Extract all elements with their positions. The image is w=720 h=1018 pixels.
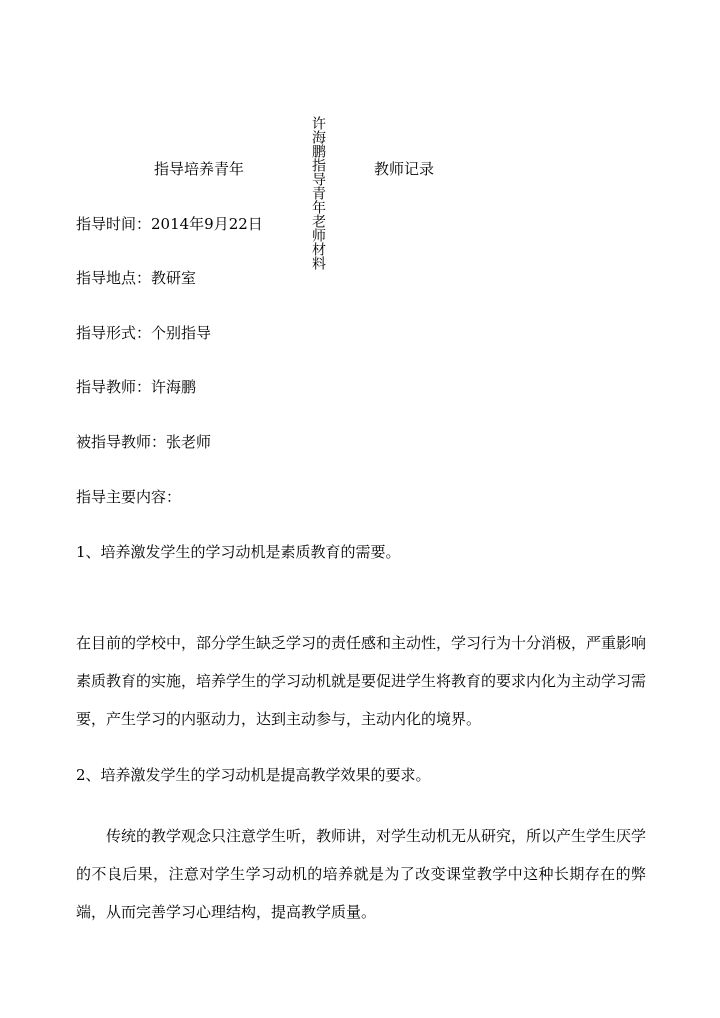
guiding-teacher: 指导教师：许海鹏 <box>76 378 197 396</box>
section-heading-1: 1、培养激发学生的学习动机是素质教育的需要。 <box>76 543 401 561</box>
title-right: 教师记录 <box>374 160 435 178</box>
guidance-format: 指导形式：个别指导 <box>76 324 212 342</box>
vertical-title: 许海鹏指导青年老师材料 <box>310 116 326 270</box>
section-heading-2: 2、培养激发学生的学习动机是提高教学效果的要求。 <box>76 766 431 784</box>
title-left: 指导培养青年 <box>154 160 245 178</box>
paragraph-1: 在目前的学校中，部分学生缺乏学习的责任感和主动性，学习行为十分消极，严重影响素质教育的实施，培养学生的学习动机就是要促进学生将教育的要求内化为主动学习需要，产生学习的内驱动力，达到主动参与，主动内化的境界。 <box>76 634 647 728</box>
paragraph-2: 传统的教学观念只注意学生听，教师讲，对学生动机无从研究，所以产生学生厌学的不良后果，注意对学生学习动机的培养就是为了改变课堂教学中这种长期存在的弊端，从而完善学习心理结构，提高教学质量。 <box>76 827 647 921</box>
guidance-location: 指导地点：教研室 <box>76 269 197 287</box>
guidance-time: 指导时间：2014年9月22日 <box>76 215 263 233</box>
guided-teacher: 被指导教师：张老师 <box>76 433 212 451</box>
main-content-label: 指导主要内容： <box>76 488 182 506</box>
